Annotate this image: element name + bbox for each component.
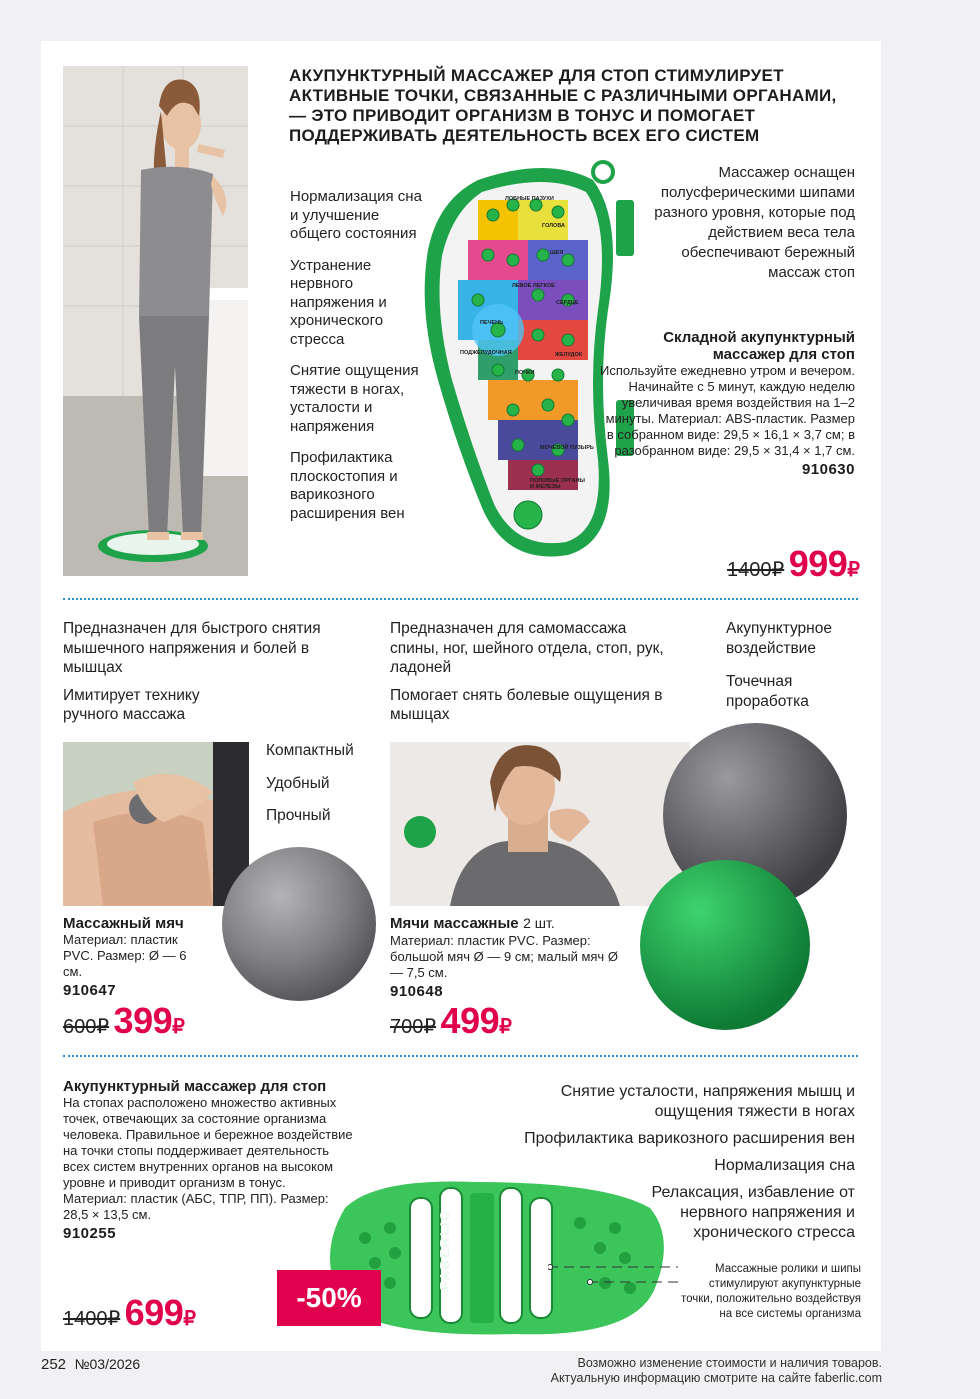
balls-benefits bbox=[390, 619, 690, 725]
benefit-item: Нормализация сна bbox=[714, 1157, 855, 1174]
spiky-balls-image bbox=[630, 720, 875, 1040]
feature-description: Массажер оснащен полусферическими шипами разного уровня, которые под действием веса тела обеспечивают бережный массаж стоп bbox=[654, 164, 855, 281]
spiky-benefits bbox=[726, 619, 861, 711]
product-title: Мячи массажные bbox=[390, 915, 519, 932]
product-description: На стопах расположено множество активных точек, отвечающих за состояние организма человека. Правильное и бережное воздействие на точки стопы поддерживает деятельность всех систем внутренних органов на высоком уровне и приводит организм в тонус. Материал: пластик (АБС, ТПР, ПП). Размер: 28,5 × 13,5 см. bbox=[63, 1095, 353, 1222]
benefit-item: Релаксация, избавление от нервного напряжения и хронического стресса bbox=[651, 1184, 855, 1241]
benefit-item: Имитирует технику ручного массажа bbox=[63, 686, 200, 723]
map-label: ГОЛОВА bbox=[542, 223, 565, 229]
product-description: Материал: пластик PVC. Размер: большой мяч Ø — 9 см; малый мяч Ø — 7,5 см. bbox=[390, 933, 618, 980]
benefits-list-left bbox=[290, 188, 422, 523]
benefit-item: Устранение нервного напряжения и хронического стресса bbox=[290, 256, 387, 348]
page-number: 252 bbox=[41, 1356, 67, 1373]
page-footer-left bbox=[41, 1356, 140, 1374]
page-footer-note bbox=[440, 1356, 882, 1386]
new-price: 499 bbox=[440, 1000, 500, 1041]
old-price: 600₽ bbox=[63, 1016, 110, 1038]
product-description: Используйте ежедневно утром и вечером. Начинайте с 5 минут, каждую неделю увеличивая время воздействия на 1–2 минуты. Материал: ABS-пластик. Размер в собранном виде: 29,5 × 16,1 × 3,7 см; в разобранном виде: 29,5 × 31,4 × 1,7 см. bbox=[600, 363, 855, 458]
map-label: ЛОБНЫЕ ПАЗУХИ bbox=[505, 196, 554, 202]
map-label: ПЕЧЕНЬ bbox=[480, 320, 504, 326]
old-price: 1400₽ bbox=[727, 559, 785, 581]
ball-benefits bbox=[63, 619, 338, 725]
section-divider bbox=[63, 598, 858, 600]
benefit-item: Точечная проработка bbox=[726, 673, 809, 710]
grey-massage-ball-image bbox=[220, 845, 378, 1003]
map-label: ШЕЯ bbox=[550, 250, 564, 256]
article-number: 910647 bbox=[63, 982, 117, 999]
article-number: 910648 bbox=[390, 983, 444, 1000]
benefit-item: Помогает снять болевые ощущения в мышцах bbox=[390, 686, 663, 723]
currency: ₽ bbox=[847, 559, 860, 581]
woman-standing-photo bbox=[63, 66, 248, 576]
footer-note-line: Актуальную информацию смотрите на сайте faberlic.com bbox=[550, 1371, 882, 1385]
section-divider bbox=[63, 1055, 858, 1057]
benefit-item: Предназначен для самомассажа спины, ног, шейного отдела, стоп, рук, ладоней bbox=[390, 620, 664, 676]
map-label: ПОДЖЕЛУДОЧНАЯ bbox=[460, 350, 512, 356]
map-label: ПОЧКИ bbox=[515, 370, 535, 376]
old-price: 1400₽ bbox=[63, 1308, 121, 1330]
benefit-item: Снятие ощущения тяжести в ногах, усталости и напряжения bbox=[290, 362, 419, 435]
currency: ₽ bbox=[499, 1016, 512, 1038]
feature-item: Компактный bbox=[266, 742, 354, 759]
price-block bbox=[390, 1000, 512, 1042]
benefit-item: Снятие усталости, напряжения мышц и ощущения тяжести в ногах bbox=[560, 1083, 855, 1120]
new-price: 399 bbox=[113, 1000, 173, 1041]
product-info-ball bbox=[63, 915, 223, 999]
price-block bbox=[63, 1000, 185, 1042]
article-number: 910630 bbox=[801, 461, 855, 478]
map-label: МОЧЕВОЙ ПУЗЫРЬ bbox=[540, 445, 594, 451]
product-title: Складной акупунктурный массажер для стоп bbox=[663, 329, 855, 363]
ball-feature-list bbox=[266, 742, 386, 826]
product-title: Массажный мяч bbox=[63, 915, 184, 932]
map-label: ЛЕВОЕ ЛЕГКОЕ bbox=[512, 283, 555, 289]
issue-number: №03/2026 bbox=[74, 1356, 141, 1372]
new-price: 999 bbox=[788, 543, 848, 584]
map-label: СЕРДЦЕ bbox=[556, 300, 579, 306]
currency: ₽ bbox=[183, 1308, 196, 1330]
benefit-item: Нормализация сна и улучшение общего состояния bbox=[290, 188, 422, 242]
map-label: ПОЛОВЫЕ ОРГАНЫ И ЖЕЛЕЗЫ bbox=[530, 478, 585, 490]
product-title: Акупунктурный массажер для стоп bbox=[63, 1078, 327, 1095]
price-block bbox=[63, 1292, 196, 1334]
brand-logo: FABERLIC bbox=[437, 1209, 452, 1290]
footer-note-line: Возможно изменение стоимости и наличия товаров. bbox=[577, 1356, 882, 1370]
product-info-balls bbox=[390, 915, 630, 1000]
article-number: 910255 bbox=[63, 1225, 117, 1242]
product-quantity: 2 шт. bbox=[523, 915, 555, 931]
feature-item: Удобный bbox=[266, 774, 330, 792]
benefit-item: Акупунктурное воздействие bbox=[726, 620, 832, 657]
product-description: Материал: пластик PVC. Размер: Ø — 6 см. bbox=[63, 932, 187, 979]
benefit-item: Предназначен для быстрого снятия мышечного напряжения и болей в мышцах bbox=[63, 620, 321, 676]
discount-badge: -50% bbox=[277, 1270, 381, 1326]
map-label: ЖЕЛУДОК bbox=[555, 352, 583, 358]
currency: ₽ bbox=[172, 1016, 185, 1038]
callout-leader bbox=[548, 1260, 688, 1290]
roller-callout: Массажные ролики и шипы стимулируют акупунктурные точки, положительно воздействуя на все системы организма bbox=[680, 1263, 861, 1320]
price-block bbox=[700, 543, 860, 585]
benefit-item: Профилактика плоскостопия и варикозного расширения вен bbox=[290, 449, 405, 522]
feature-item: Прочный bbox=[266, 807, 331, 824]
product-info-foot-map bbox=[600, 329, 855, 478]
benefit-item: Профилактика варикозного расширения вен bbox=[524, 1130, 855, 1147]
new-price: 699 bbox=[124, 1292, 184, 1333]
headline: АКУПУНКТУРНЫЙ МАССАЖЕР ДЛЯ СТОП СТИМУЛИРУЕТ АКТИВНЫЕ ТОЧКИ, СВЯЗАННЫЕ С РАЗЛИЧНЫМИ ОРГАНАМИ, — ЭТО ПРИВОДИТ ОРГАНИЗМ В ТОНУС И ПОМОГАЕТ ПОДДЕРЖИВАТЬ ДЕЯТЕЛЬНОСТЬ ВСЕХ ЕГО СИСТЕМ bbox=[289, 66, 837, 145]
old-price: 700₽ bbox=[390, 1016, 437, 1038]
